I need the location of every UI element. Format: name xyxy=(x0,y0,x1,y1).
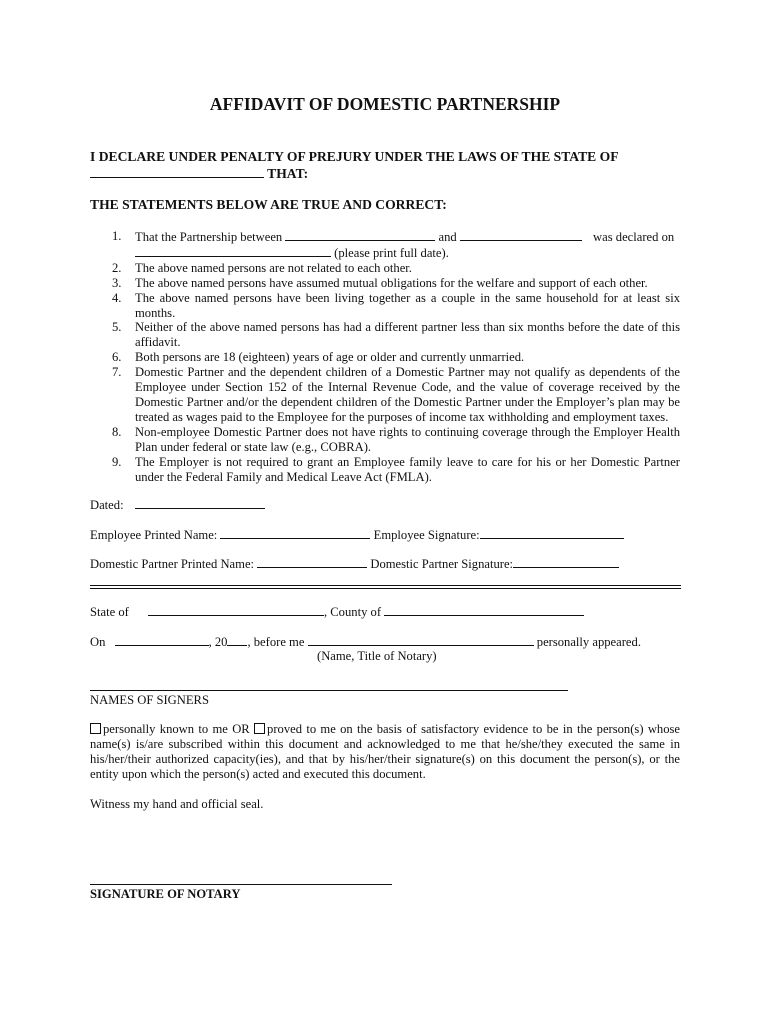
item-text: Both persons are 18 (eighteen) years of age or older and currently unmarried. xyxy=(135,350,525,365)
on-label: On xyxy=(90,635,106,649)
item-text: was declared on xyxy=(593,230,675,244)
statements-heading: THE STATEMENTS BELOW ARE TRUE AND CORRECT: xyxy=(90,197,447,212)
partner-printed-name-blank[interactable] xyxy=(257,556,367,568)
declaration-line-2 xyxy=(90,166,308,182)
dated-blank[interactable] xyxy=(135,497,265,509)
partner-a-blank[interactable] xyxy=(285,229,435,241)
item-number: 1. xyxy=(112,229,122,243)
item-text: Non-employee Domestic Partner does not have rights to continuing coverage through the Employer Health Plan under federal or state law (e.g., COBRA). xyxy=(135,424,680,454)
list-item xyxy=(90,261,680,276)
year-prefix: , 20 xyxy=(208,635,228,649)
item-text: The above named persons have assumed mutual obligations for the welfare and support of each other. xyxy=(135,275,648,290)
declaration-that: THAT: xyxy=(267,166,309,181)
list-item xyxy=(90,291,680,321)
item-text: and xyxy=(438,230,457,244)
separator-line-bottom xyxy=(90,588,681,589)
item-text: The above named persons have been living together as a couple in the same household for at least six months. xyxy=(135,290,680,320)
partner-signature-blank[interactable] xyxy=(513,556,619,568)
employee-row xyxy=(90,527,624,543)
partner-b-blank[interactable] xyxy=(460,229,582,241)
signature-of-notary-label: SIGNATURE OF NOTARY xyxy=(90,887,241,901)
item-number: 7. xyxy=(112,365,122,380)
on-date-blank[interactable] xyxy=(115,634,209,646)
document-title: AFFIDAVIT OF DOMESTIC PARTNERSHIP xyxy=(209,94,561,114)
year-blank[interactable] xyxy=(227,634,247,646)
item-number: 8. xyxy=(112,424,122,439)
notary-name-blank[interactable] xyxy=(308,634,534,646)
personally-appeared-label: personally appeared. xyxy=(536,635,641,649)
names-of-signers-label: NAMES OF SIGNERS xyxy=(90,693,209,707)
personally-known-checkbox[interactable] xyxy=(90,723,101,734)
state-of-blank[interactable] xyxy=(148,604,324,616)
state-county-row xyxy=(90,604,584,620)
item-text: (please print full date). xyxy=(334,245,449,260)
item-number: 5. xyxy=(112,320,122,335)
list-item xyxy=(90,455,680,485)
before-me-label: , before me xyxy=(247,635,305,649)
item-text: That the Partnership between xyxy=(135,230,283,244)
item-text: The above named persons are not related to each other. xyxy=(135,260,412,275)
employee-printed-name-blank[interactable] xyxy=(220,527,370,539)
partner-signature-label: Domestic Partner Signature: xyxy=(370,557,514,571)
employee-signature-label: Employee Signature: xyxy=(373,528,480,542)
list-item xyxy=(90,229,680,261)
item-text: The Employer is not required to grant an Employee family leave to care for his or her Domestic Partner under the Federal Family and Medical Leave Act (FMLA). xyxy=(135,454,680,484)
statements-list xyxy=(90,229,680,484)
partner-row xyxy=(90,556,619,572)
employee-signature-blank[interactable] xyxy=(480,527,624,539)
witness-text: Witness my hand and official seal. xyxy=(90,797,264,811)
dated-label: Dated: xyxy=(90,498,124,512)
personally-known-label: personally known to me OR xyxy=(103,722,250,736)
names-of-signers-line[interactable] xyxy=(90,690,568,691)
notary-caption: (Name, Title of Notary) xyxy=(317,649,437,663)
item-number: 4. xyxy=(112,290,122,305)
list-item xyxy=(90,276,680,291)
declaration-line-1: I DECLARE UNDER PENALTY OF PREJURY UNDER THE LAWS OF THE STATE OF xyxy=(90,149,619,164)
list-item xyxy=(90,365,680,425)
state-blank[interactable] xyxy=(90,166,264,178)
partner-printed-name-label: Domestic Partner Printed Name: xyxy=(90,557,255,571)
acknowledgment-paragraph xyxy=(90,722,680,782)
notary-date-row xyxy=(90,634,641,650)
list-item xyxy=(90,320,680,350)
item-number: 2. xyxy=(112,260,122,275)
item-number: 9. xyxy=(112,454,122,469)
date-declared-blank[interactable] xyxy=(135,245,331,257)
list-item xyxy=(90,350,680,365)
item-text: Neither of the above named persons has had a different partner less than six months before the date of this affidavit. xyxy=(135,320,680,350)
county-of-blank[interactable] xyxy=(384,604,584,616)
dated-row xyxy=(90,497,265,513)
employee-printed-name-label: Employee Printed Name: xyxy=(90,528,218,542)
proved-evidence-text: proved to me on the basis of satisfactory evidence to be in the person(s) whose name(s) is/are subscribed within this document and acknowledged to me that he/she/they executed the same in his/her/their authorized capacity(ies), and that by his/her/their signature(s) on this document the person(s), or the entity upon which the person(s) acted and executed this document. xyxy=(90,722,681,781)
state-of-label: State of xyxy=(90,605,129,619)
notary-signature-line[interactable] xyxy=(90,884,392,885)
county-of-label: , County of xyxy=(323,605,382,619)
item-number: 3. xyxy=(112,275,122,290)
item-text: Domestic Partner and the dependent children of a Domestic Partner may not qualify as dependents of the Employee under Section 152 of the Internal Revenue Code, and the value of coverage received by the Domestic Partner and/or the dependent children of the Domestic Partner under the Employer’s plan may be treated as wages paid to the Employee for the purposes of income tax withholding and employment taxes. xyxy=(135,365,680,424)
proved-evidence-checkbox[interactable] xyxy=(254,723,265,734)
item-number: 6. xyxy=(112,350,122,365)
list-item xyxy=(90,425,680,455)
separator-line-top xyxy=(90,585,681,586)
